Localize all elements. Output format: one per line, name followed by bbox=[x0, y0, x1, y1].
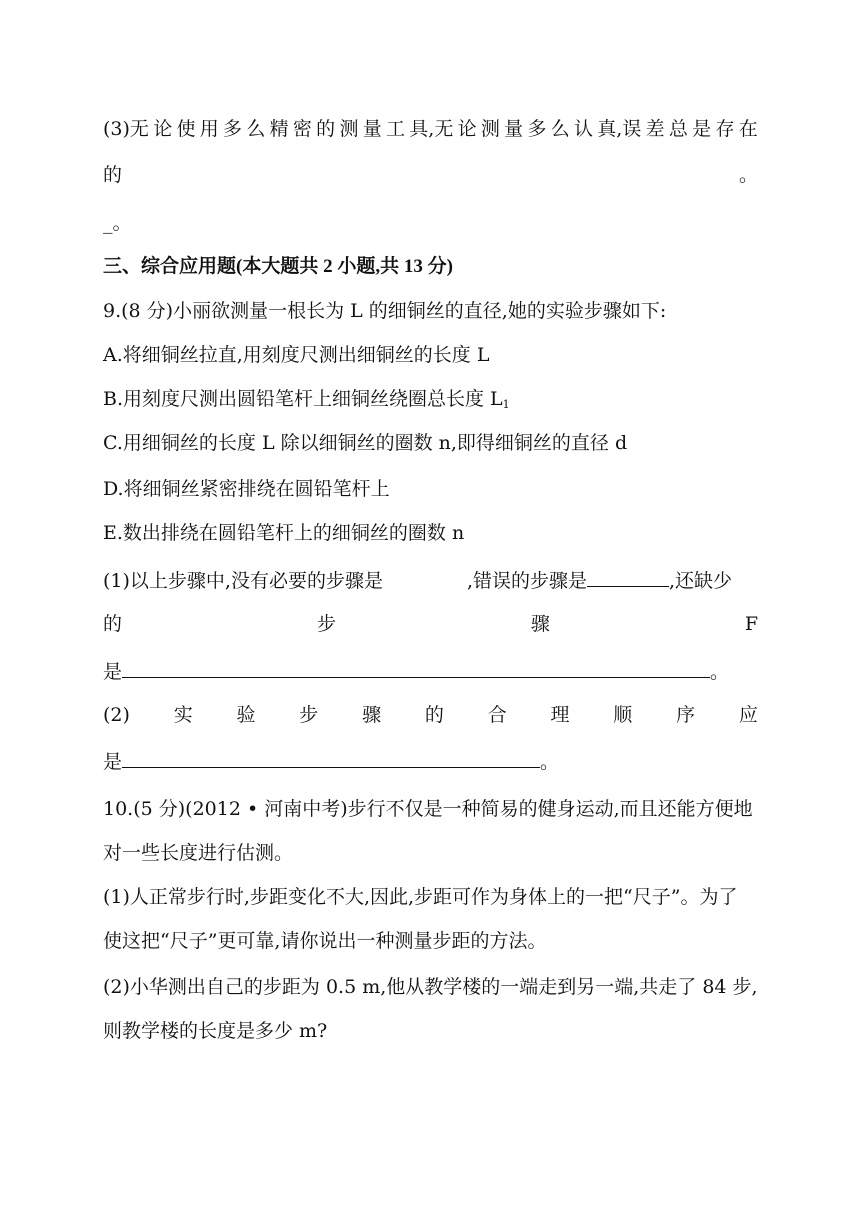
q9-part2-line1-word: 顺 bbox=[613, 704, 633, 726]
q8-part3-line1-word: 密 bbox=[292, 118, 312, 140]
q8-part3-line3 bbox=[103, 210, 132, 236]
q8-part3-line1-word: 差 bbox=[645, 118, 665, 140]
q9-part2-line2-left: 是 bbox=[103, 751, 123, 773]
q9-part1-line3 bbox=[103, 657, 729, 685]
q8-part3-line2-right: 。 bbox=[738, 164, 758, 186]
q8-part3-line1-word: 量 bbox=[504, 118, 524, 140]
q8-part3-line1-word: 测 bbox=[339, 118, 359, 140]
q8-part3-line2 bbox=[103, 162, 758, 188]
section-heading: 三、综合应用题(本大题共 2 小题,共 13 分) bbox=[103, 256, 453, 277]
q9-part1-text-a: (1)以上步骤中,没有必要的步骤是 bbox=[103, 570, 383, 592]
q9-step-c: C.用细铜丝的长度 L 除以细铜丝的圈数 n,即得细铜丝的直径 d bbox=[103, 432, 628, 454]
q9-part1-line3-left: 是 bbox=[103, 661, 123, 683]
q9-part2-blank[interactable] bbox=[122, 747, 540, 768]
q8-part3-line1-word: 论 bbox=[153, 118, 173, 140]
q8-part3-blank-end: _。 bbox=[103, 212, 132, 234]
q8-part3-line1-word: 存 bbox=[715, 118, 735, 140]
q9-part2-line2 bbox=[103, 747, 559, 775]
q8-part3-line1-word: 么 bbox=[550, 118, 570, 140]
q9-part2-line1-word: 理 bbox=[550, 704, 570, 726]
q8-part3-line1-word: 在 bbox=[738, 118, 758, 140]
q9-part2-line1 bbox=[103, 702, 758, 728]
q9-part1-text-c: ,还缺少 bbox=[669, 570, 733, 592]
q10-stem-line2: 对一些长度进行估测。 bbox=[103, 842, 294, 864]
q8-part3-line1-word: 量 bbox=[362, 118, 382, 140]
q9-step-b bbox=[103, 386, 510, 418]
q9-part2-line1-word: 的 bbox=[424, 704, 444, 726]
q9-stem: 9.(8 分)小丽欲测量一根长为 L 的细铜丝的直径,她的实验步骤如下: bbox=[103, 300, 667, 322]
q9-part1-text-b: ,错误的步骤是 bbox=[466, 570, 588, 592]
q8-part3-line1-word: 多 bbox=[223, 118, 243, 140]
q8-part3-line1-word: 总 bbox=[668, 118, 688, 140]
q9-part1-line2-word: 骤 bbox=[530, 613, 550, 635]
q8-part3-line1-word: 论 bbox=[457, 118, 477, 140]
q9-part1-line3-end: 。 bbox=[710, 661, 730, 683]
q9-step-b-text: B.用刻度尺测出圆铅笔杆上细铜丝绕圈总长度 L bbox=[103, 388, 503, 410]
q9-step-d: D.将细铜丝紧密排绕在圆铅笔杆上 bbox=[103, 478, 390, 500]
q8-part3-line1-word: 精 bbox=[269, 118, 289, 140]
q10-part2-line1: (2)小华测出自己的步距为 0.5 m,他从教学楼的一端走到另一端,共走了 84 步, bbox=[103, 976, 758, 998]
q9-part2-line1-word: 步 bbox=[299, 704, 319, 726]
q9-step-a: A.将细铜丝拉直,用刻度尺测出细铜丝的长度 L bbox=[103, 344, 490, 366]
q9-part1-blank-2[interactable] bbox=[587, 566, 669, 587]
q9-part1-line2-word: 步 bbox=[316, 613, 336, 635]
q9-part2-line1-word: 合 bbox=[487, 704, 507, 726]
q9-part1-blank-3[interactable] bbox=[122, 657, 710, 678]
q8-part3-line1-word: 的 bbox=[316, 118, 336, 140]
q8-part3-line1-word: 真,误 bbox=[597, 118, 642, 140]
q8-part3-line1-word: 具,无 bbox=[409, 118, 454, 140]
q9-part1-line2-word: F bbox=[744, 613, 758, 635]
q9-part2-line1-word: 实 bbox=[173, 704, 193, 726]
q9-part1-line2-word: 的 bbox=[103, 613, 123, 635]
q8-part3-line1-word: 使 bbox=[176, 118, 196, 140]
q8-part3-line1-word: 用 bbox=[199, 118, 219, 140]
q8-part3-line2-left: 的 bbox=[103, 164, 123, 186]
q10-stem-line1: 10.(5 分)(2012 • 河南中考)步行不仅是一种简易的健身运动,而且还能方便地 bbox=[103, 798, 753, 820]
q9-part2-line1-word: (2) bbox=[103, 704, 130, 726]
q9-part2-line1-word: 序 bbox=[676, 704, 696, 726]
q9-step-b-subscript: 1 bbox=[502, 398, 510, 411]
q9-part1-line2 bbox=[103, 611, 758, 637]
q8-part3-line1-word: (3)无 bbox=[103, 118, 149, 140]
q8-part3-line1 bbox=[103, 116, 758, 142]
q10-part2-line2: 则教学楼的长度是多少 m? bbox=[103, 1020, 328, 1042]
q10-part1-line2: 使这把“尺子”更可靠,请你说出一种测量步距的方法。 bbox=[103, 930, 547, 952]
q8-part3-line1-word: 工 bbox=[386, 118, 406, 140]
q8-part3-line1-word: 么 bbox=[246, 118, 266, 140]
q8-part3-line1-word: 多 bbox=[527, 118, 547, 140]
q9-part2-line1-word: 骤 bbox=[362, 704, 382, 726]
q9-part1-line1 bbox=[103, 566, 732, 594]
q8-part3-line1-word: 测 bbox=[480, 118, 500, 140]
q9-part2-line1-word: 应 bbox=[738, 704, 758, 726]
q8-part3-line1-word: 是 bbox=[692, 118, 712, 140]
q9-part2-line1-word: 验 bbox=[236, 704, 256, 726]
q9-part2-line2-end: 。 bbox=[540, 751, 560, 773]
q10-part1-line1: (1)人正常步行时,步距变化不大,因此,步距可作为身体上的一把“尺子”。为了 bbox=[103, 886, 738, 908]
q9-step-e: E.数出排绕在圆铅笔杆上的细铜丝的圈数 n bbox=[103, 522, 465, 544]
q8-part3-line1-word: 认 bbox=[574, 118, 594, 140]
